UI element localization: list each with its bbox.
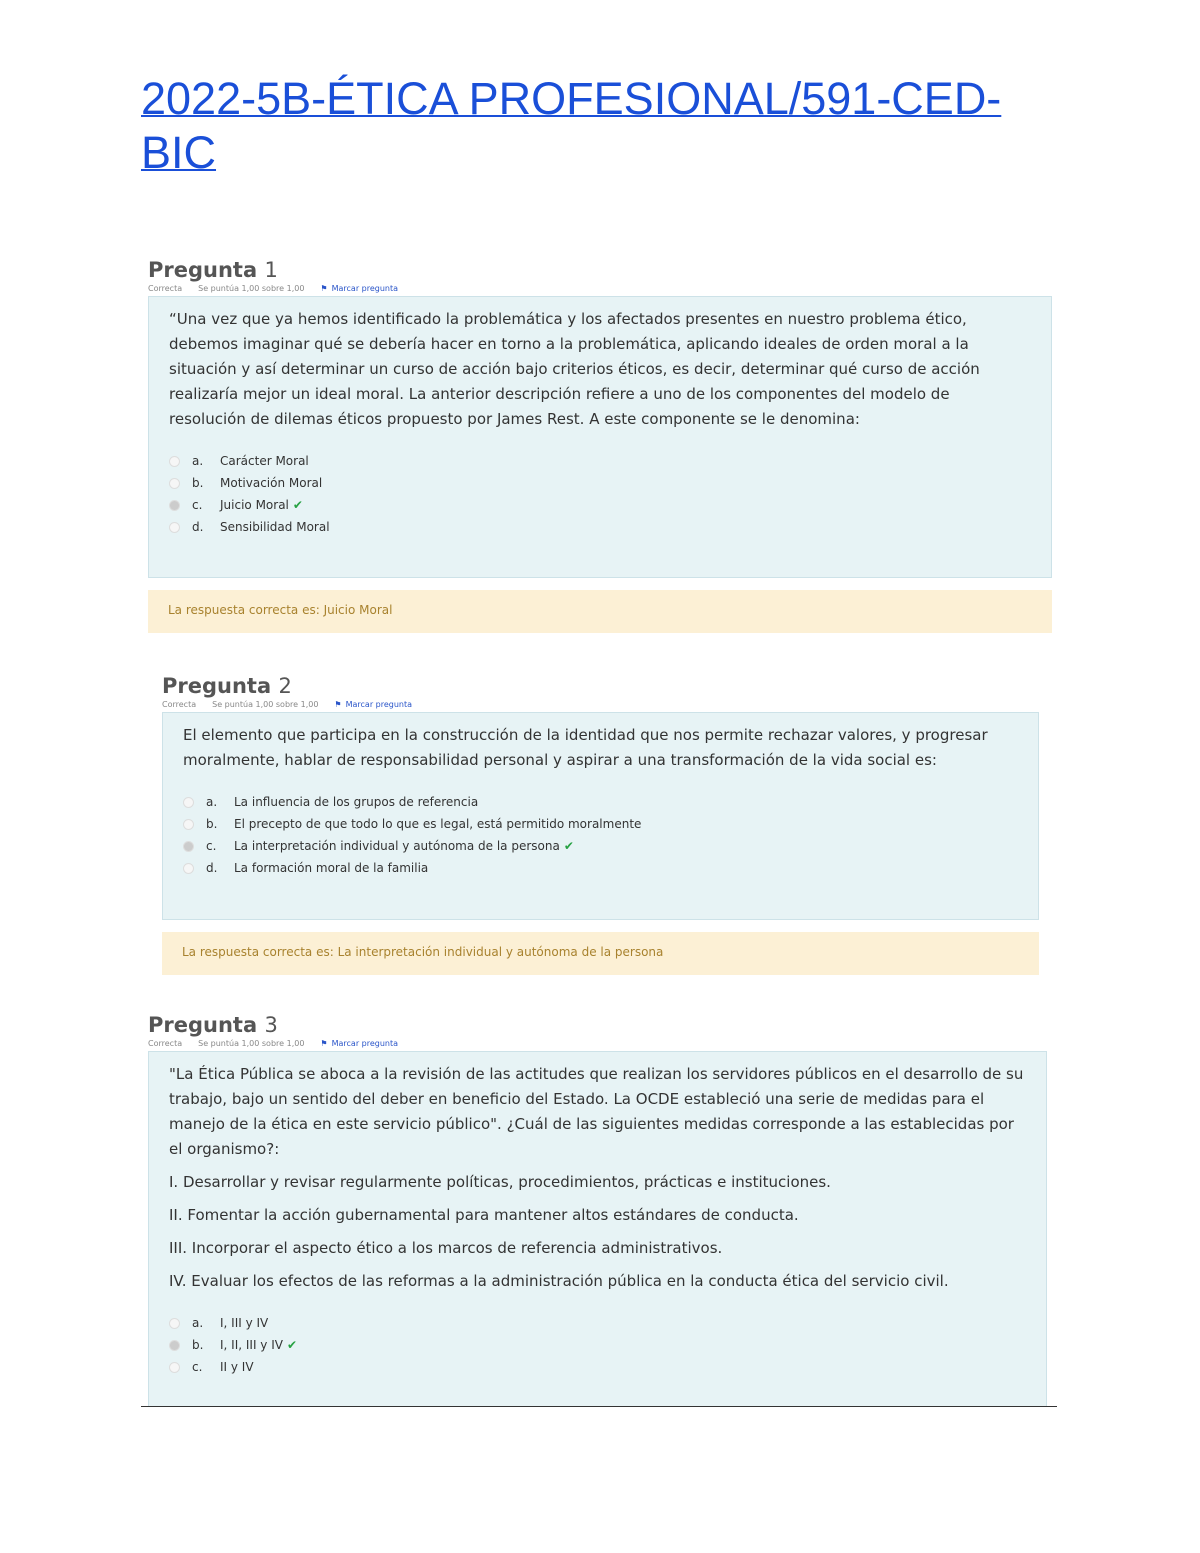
- radio-button[interactable]: [169, 456, 180, 467]
- radio-button[interactable]: [183, 863, 194, 874]
- option-text: La influencia de los grupos de referencia: [234, 795, 479, 809]
- question-paragraph: II. Fomentar la acción gubernamental para mantener altos estándares de conducta.: [169, 1206, 799, 1224]
- score-text: Se puntúa 1,00 sobre 1,00: [212, 700, 319, 709]
- question-number: 3: [264, 1013, 278, 1037]
- question-label: Pregunta: [162, 674, 272, 698]
- question-meta: [162, 700, 1039, 710]
- option-letter: c.: [206, 839, 217, 853]
- answer-option[interactable]: [183, 813, 1018, 835]
- question-text: [169, 307, 1031, 432]
- flag-label: Marcar pregunta: [331, 284, 399, 293]
- option-letter: a.: [206, 795, 218, 809]
- radio-button[interactable]: [169, 522, 180, 533]
- question-box: [148, 1051, 1047, 1406]
- option-text: La formación moral de la familia: [234, 861, 429, 875]
- answer-option[interactable]: [169, 472, 1031, 494]
- question-box: [162, 712, 1039, 920]
- question-paragraph: IV. Evaluar los efectos de las reformas a la administración pública en la conducta ética del servicio civil.: [169, 1272, 949, 1290]
- option-letter: a.: [192, 1316, 204, 1330]
- flag-question-link[interactable]: [320, 1039, 414, 1048]
- question-number: 1: [264, 258, 278, 282]
- option-letter: c.: [192, 1360, 203, 1374]
- status-text: Correcta: [148, 1039, 183, 1048]
- question-text: [169, 1062, 1026, 1294]
- option-letter: a.: [192, 454, 204, 468]
- flag-label: Marcar pregunta: [345, 700, 413, 709]
- question-meta: [148, 284, 1052, 294]
- question-meta: [148, 1039, 1047, 1049]
- answer-option[interactable]: [169, 516, 1031, 538]
- option-letter: d.: [206, 861, 218, 875]
- flag-question-link[interactable]: [334, 700, 428, 709]
- flag-icon: ⚑: [334, 700, 342, 709]
- option-text: Juicio Moral: [220, 498, 289, 512]
- option-letter: b.: [206, 817, 218, 831]
- radio-button[interactable]: [169, 1362, 180, 1373]
- answer-option[interactable]: [183, 835, 1018, 857]
- answer-option[interactable]: [183, 857, 1018, 879]
- question-label: Pregunta: [148, 258, 258, 282]
- answer-option[interactable]: [169, 1334, 1026, 1356]
- question-paragraph: "La Ética Pública se aboca a la revisión de las actitudes que realizan los servidores públicos en el desarrollo de su trabajo, bajo un sentido del deber en beneficio del Estado. La OCDE estableció una serie de medidas para el manejo de la ética en este servicio público". ¿Cuál de las siguientes medidas corresponde a las establecidas por el organismo?:: [169, 1065, 1024, 1158]
- radio-button[interactable]: [169, 478, 180, 489]
- question-2: [162, 674, 1039, 975]
- option-text: Sensibilidad Moral: [220, 520, 330, 534]
- option-text: I, III y IV: [220, 1316, 269, 1330]
- radio-button[interactable]: [183, 841, 194, 852]
- radio-button[interactable]: [169, 1340, 180, 1351]
- option-letter: b.: [192, 1338, 204, 1352]
- correct-answer-feedback: La respuesta correcta es: La interpretación individual y autónoma de la persona: [162, 932, 1039, 975]
- option-text: La interpretación individual y autónoma de la persona: [234, 839, 560, 853]
- score-text: Se puntúa 1,00 sobre 1,00: [198, 1039, 305, 1048]
- option-letter: d.: [192, 520, 204, 534]
- radio-button[interactable]: [183, 797, 194, 808]
- option-text: Carácter Moral: [220, 454, 309, 468]
- check-icon: ✔: [286, 1338, 298, 1352]
- page-divider: [141, 1406, 1057, 1407]
- question-paragraph: I. Desarrollar y revisar regularmente políticas, procedimientos, prácticas e instituciones.: [169, 1173, 831, 1191]
- option-text: El precepto de que todo lo que es legal, está permitido moralmente: [234, 817, 642, 831]
- question-number: 2: [278, 674, 292, 698]
- question-header: [162, 674, 1039, 700]
- radio-button[interactable]: [169, 500, 180, 511]
- score-text: Se puntúa 1,00 sobre 1,00: [198, 284, 305, 293]
- option-text: II y IV: [220, 1360, 254, 1374]
- question-paragraph: III. Incorporar el aspecto ético a los marcos de referencia administrativos.: [169, 1239, 723, 1257]
- course-title-link[interactable]: 2022-5B-ÉTICA PROFESIONAL/591-CED-BIC: [141, 73, 1002, 178]
- check-icon: ✔: [563, 839, 574, 853]
- question-3: [148, 1013, 1047, 1406]
- flag-question-link[interactable]: [320, 284, 414, 293]
- question-1: [148, 258, 1052, 633]
- question-header: [148, 258, 1052, 284]
- flag-icon: ⚑: [320, 1039, 328, 1048]
- answer-option[interactable]: [169, 1312, 1026, 1334]
- option-letter: b.: [192, 476, 204, 490]
- answer-option[interactable]: [169, 450, 1031, 472]
- flag-label: Marcar pregunta: [331, 1039, 399, 1048]
- status-text: Correcta: [162, 700, 197, 709]
- answer-options: [183, 791, 1018, 879]
- answer-options: [169, 1312, 1026, 1378]
- question-header: [148, 1013, 1047, 1039]
- correct-answer-feedback: La respuesta correcta es: Juicio Moral: [148, 590, 1052, 633]
- option-text: I, II, III y IV: [220, 1338, 283, 1352]
- answer-options: [169, 450, 1031, 538]
- status-text: Correcta: [148, 284, 183, 293]
- radio-button[interactable]: [183, 819, 194, 830]
- answer-option[interactable]: [169, 1356, 1026, 1378]
- check-icon: ✔: [292, 498, 303, 512]
- answer-option[interactable]: [183, 791, 1018, 813]
- question-label: Pregunta: [148, 1013, 258, 1037]
- answer-option[interactable]: [169, 494, 1031, 516]
- radio-button[interactable]: [169, 1318, 180, 1329]
- question-text: [183, 723, 1018, 773]
- option-text: Motivación Moral: [220, 476, 323, 490]
- question-paragraph: “Una vez que ya hemos identificado la problemática y los afectados presentes en nuestro problema ético, debemos imaginar qué se debería hacer en torno a la problemática, aplicando ideales de orden moral a la situación y así determinar un curso de acción bajo criterios éticos, es decir, determinar qué curso de acción realizaría mejor un ideal moral. La anterior descripción refiere a uno de los componentes del modelo de resolución de dilemas éticos propuesto por James Rest. A este componente se le denomina:: [169, 310, 980, 428]
- question-box: [148, 296, 1052, 578]
- question-paragraph: El elemento que participa en la construcción de la identidad que nos permite rechazar valores, y progresar moralmente, hablar de responsabilidad personal y aspirar a una transformación de la vida social es:: [183, 726, 988, 769]
- flag-icon: ⚑: [320, 284, 328, 293]
- option-letter: c.: [192, 498, 203, 512]
